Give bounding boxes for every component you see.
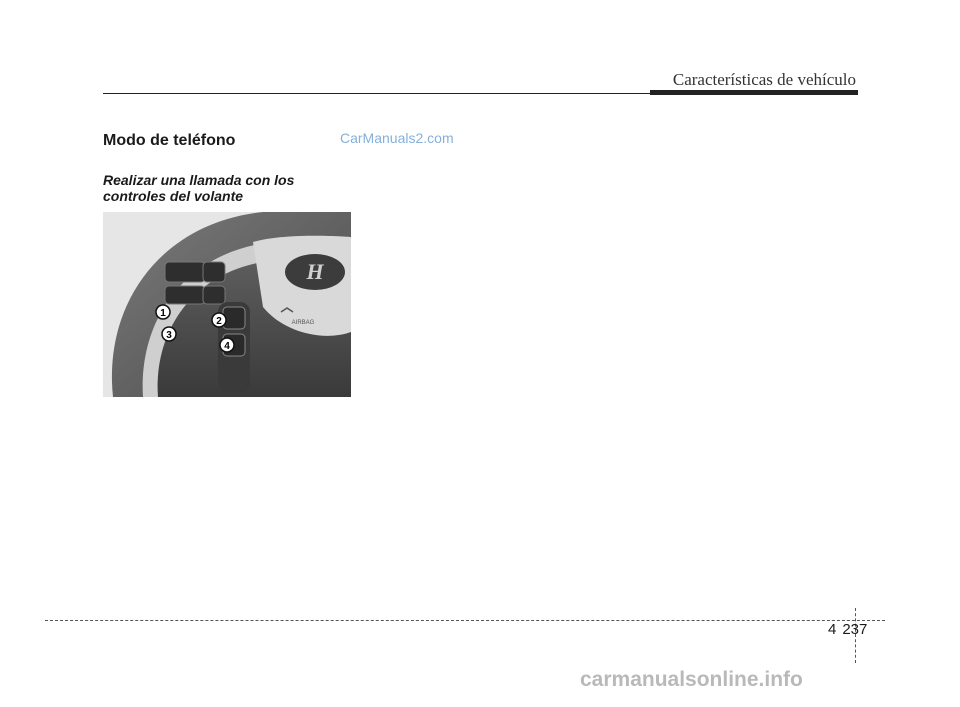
figure-label-1: 1	[160, 307, 166, 319]
section-title: Modo de teléfono	[103, 132, 236, 149]
footer-rule	[45, 620, 885, 621]
svg-text:H: H	[306, 258, 324, 284]
header-rule-thick	[650, 90, 858, 95]
running-header: Características de vehículo	[672, 70, 856, 89]
figure-label-4: 4	[224, 340, 230, 352]
page-number	[828, 621, 867, 638]
subtitle: Realizar una llamada con los controles del volante	[103, 171, 295, 204]
steering-wheel-figure	[103, 212, 351, 397]
figure-label-3: 3	[166, 329, 172, 341]
figure-label-2: 2	[216, 315, 222, 327]
watermark-bottom: carmanualsonline.info	[580, 668, 803, 691]
page-number-value: 237	[842, 621, 868, 638]
column-1	[103, 133, 351, 411]
watermark: CarManuals2.com	[340, 130, 454, 146]
figure-labels-lower	[103, 212, 351, 397]
chapter-number: 4	[828, 621, 837, 638]
airbag-label: AIRBAG	[291, 319, 315, 326]
